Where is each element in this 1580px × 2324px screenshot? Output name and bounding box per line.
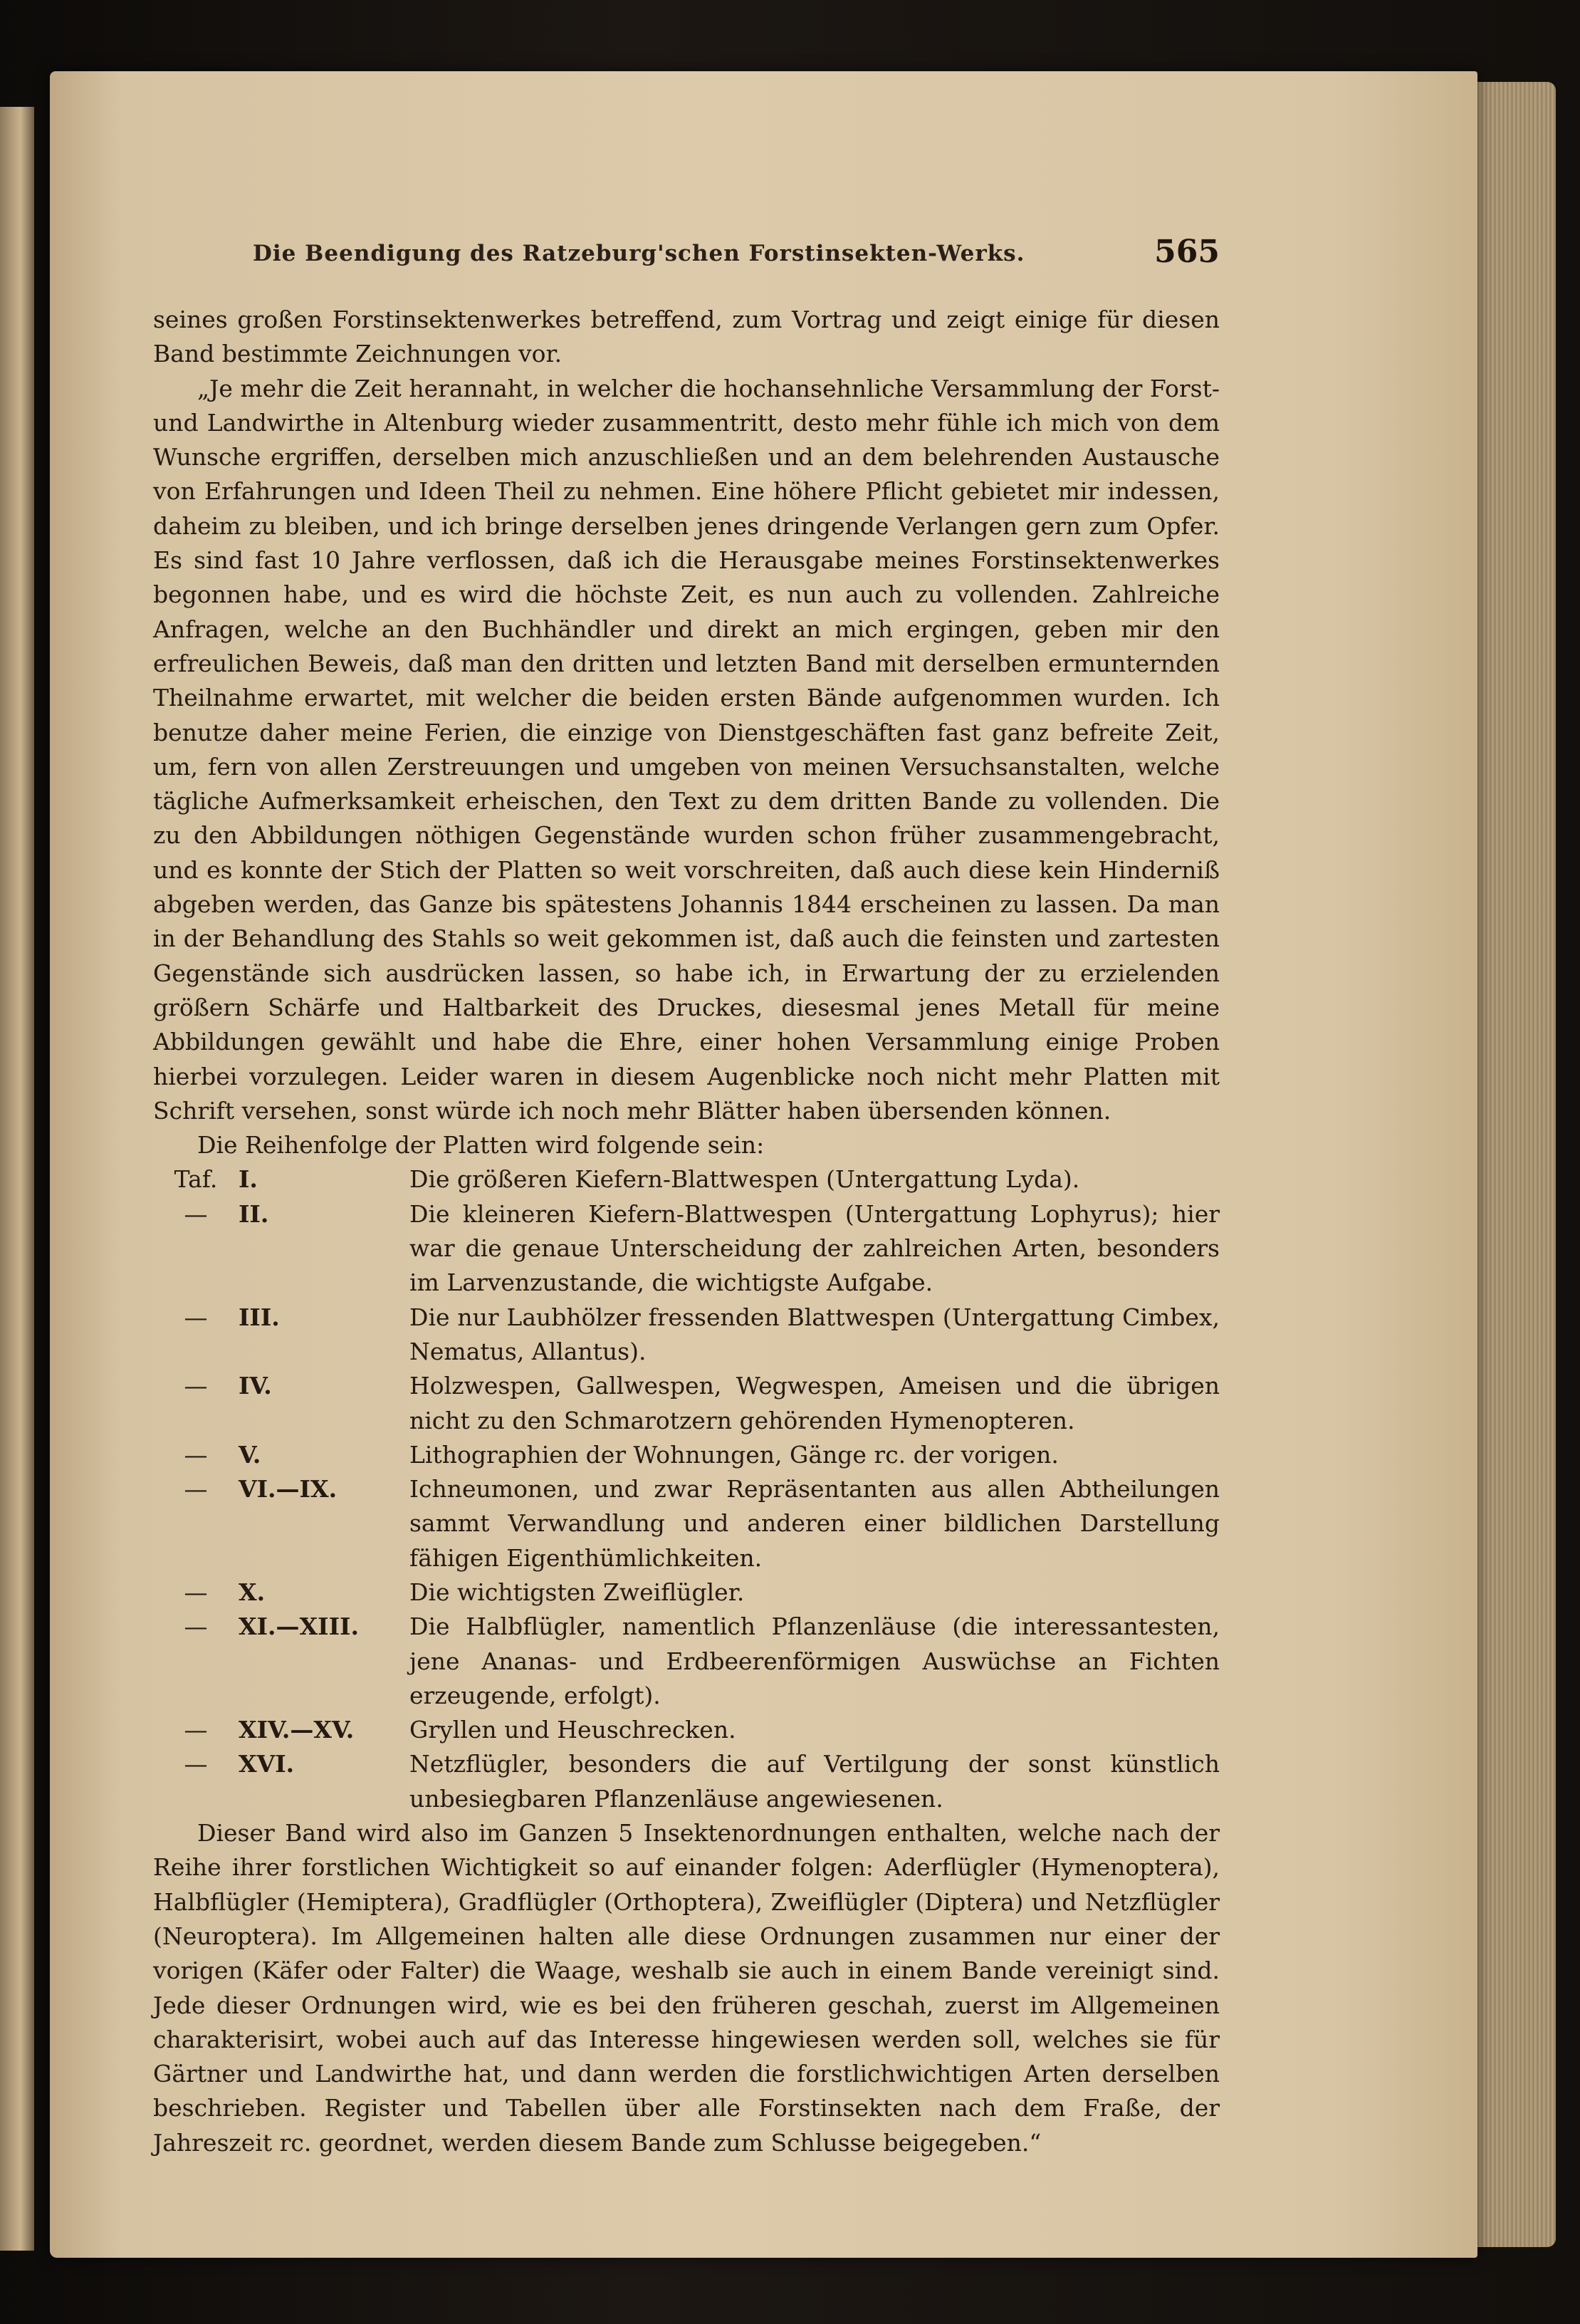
paragraph-plates-intro: Die Reihenfolge der Platten wird folgende sein: [197, 1131, 765, 1160]
page-number: 565 [1154, 234, 1220, 270]
paragraph-continuation: seines großen Forstinsektenwerkes betreffend, zum Vortrag und zeigt einige für diesen Band bestimmte Zeichnungen vor. [153, 306, 1220, 368]
plate-item [153, 1369, 1220, 1438]
paragraph-summary: Dieser Band wird also im Ganzen 5 Insektenordnungen enthalten, welche nach der Reihe ihrer forstlichen Wichtigkeit so auf einander folgen: Aderflügler (Hymenoptera), Halbflügler (Hemiptera), Gradflügler (Orthoptera), Zweiflügler (Diptera) und Netzflügler (Neuroptera). Im Allgemeinen halten alle diese Ordnungen zusammen nur einer der vorigen (Käfer oder Falter) die Waage, weshalb sie auch in einem Bande vereinigt sind. Jede dieser Ordnungen wird, wie es bei den früheren geschah, zuerst im Allgemeinen charakterisirt, wobei auch auf das Interesse hingewiesen werden soll, welches sie für Gärtner und Landwirthe hat, und dann werden die forstlichwichtigen Arten derselben beschrieben. Register und Tabellen über alle Forstinsekten nach dem Fraße, der Jahreszeit rc. geordnet, werden diesem Bande zum Schlusse beigegeben.“ [153, 1819, 1220, 2157]
plate-prefix: — [184, 1372, 208, 1400]
plates-list [153, 1162, 1220, 1816]
plate-item [153, 1197, 1220, 1301]
plate-item [153, 1747, 1220, 1816]
plate-prefix: — [184, 1475, 208, 1504]
plate-description: Die wichtigsten Zweiflügler. [409, 1578, 745, 1606]
plate-prefix: — [184, 1612, 208, 1641]
plate-number: I. [239, 1165, 258, 1194]
plate-number: II. [239, 1199, 269, 1228]
plate-number: XIV.—XV. [239, 1716, 355, 1744]
plate-description: Die nur Laubhölzer fressenden Blattwespen (Untergattung Cimbex, Nematus, Allantus). [409, 1303, 1220, 1365]
plate-description: Die kleineren Kiefern-Blattwespen (Untergattung Lophyrus); hier war die genaue Unterscheidung der zahlreichen Arten, besonders im Larvenzustande, die wichtigste Aufgabe. [409, 1199, 1220, 1297]
plate-description: Holzwespen, Gallwespen, Wegwespen, Ameisen und die übrigen nicht zu den Schmarotzern gehörenden Hymenopteren. [409, 1372, 1220, 1434]
plate-prefix: — [184, 1578, 208, 1606]
plate-prefix: Taf. [174, 1165, 218, 1194]
plate-item [153, 1610, 1220, 1713]
page-body [153, 303, 1220, 2160]
plate-item [153, 1575, 1220, 1610]
plate-description: Ichneumonen, und zwar Repräsentanten aus allen Abtheilungen sammt Verwandlung und anderen einer bildlichen Darstellung fähigen Eigenthümlichkeiten. [409, 1475, 1220, 1572]
page-header [153, 234, 1220, 276]
plate-number: V. [239, 1440, 261, 1469]
left-page-edge [0, 107, 34, 2251]
plate-description: Gryllen und Heuschrecken. [409, 1716, 736, 1744]
plate-description: Lithographien der Wohnungen, Gänge rc. der vorigen. [409, 1440, 1059, 1469]
plate-number: VI.—IX. [239, 1475, 338, 1504]
plate-description: Die größeren Kiefern-Blattwespen (Untergattung Lyda). [409, 1165, 1080, 1194]
plate-item [153, 1438, 1220, 1472]
running-head: Die Beendigung des Ratzeburg'schen Forstinsekten-Werks. [253, 241, 1025, 266]
plate-description: Netzflügler, besonders die auf Vertilgung der sonst künstlich unbesiegbaren Pflanzenläuse angewiesenen. [409, 1750, 1220, 1813]
plate-number: III. [239, 1303, 280, 1331]
plate-prefix: — [184, 1440, 208, 1469]
plate-item [153, 1472, 1220, 1575]
plate-description: Die Halbflügler, namentlich Pflanzenläuse (die interessantesten, jene Ananas- und Erdbeerenförmigen Auswüchse an Fichten erzeugende, erfolgt). [409, 1612, 1220, 1709]
paragraph-quote: „Je mehr die Zeit herannaht, in welcher die hochansehnliche Versammlung der Forst- und Landwirthe in Altenburg wieder zusammentritt, desto mehr fühle ich mich von dem Wunsche ergriffen, derselben mich anzuschließen und an dem belehrenden Austausche von Erfahrungen und Ideen Theil zu nehmen. Eine höhere Pflicht gebietet mir indessen, daheim zu bleiben, und ich bringe derselben jenes dringende Verlangen gern zum Opfer. Es sind fast 10 Jahre verflossen, daß ich die Herausgabe meines Forstinsektenwerkes begonnen habe, und es wird die höchste Zeit, es nun auch zu vollenden. Zahlreiche Anfragen, welche an den Buchhändler und direkt an mich ergingen, geben mir den erfreulichen Beweis, daß man den dritten und letzten Band mit derselben ermunternden Theilnahme erwartet, mit welcher die beiden ersten Bände aufgenommen wurden. Ich benutze daher meine Ferien, die einzige von Dienstgeschäften fast ganz befreite Zeit, um, fern von allen Zerstreuungen und umgeben von meinen Versuchsanstalten, welche tägliche Aufmerksamkeit erheischen, den Text zu dem dritten Bande zu vollenden. Die zu den Abbildungen nöthigen Gegenstände wurden schon früher zusammengebracht, und es konnte der Stich der Platten so weit vorschreiten, daß auch diese kein Hinderniß abgeben werden, das Ganze bis spätestens Johannis 1844 erscheinen zu lassen. Da man in der Behandlung des Stahls so weit gekommen ist, daß auch die feinsten und zartesten Gegenstände sich ausdrücken lassen, so habe ich, in Erwartung der zu erzielenden größern Schärfe und Haltbarkeit des Druckes, diesesmal jenes Metall für meine Abbildungen gewählt und habe die Ehre, einer hohen Versammlung einige Proben hierbei vorzulegen. Leider waren in diesem Augenblicke noch nicht mehr Platten mit Schrift versehen, sonst würde ich noch mehr Blätter haben übersenden können. [153, 374, 1220, 1125]
plate-number: IV. [239, 1372, 272, 1400]
plate-prefix: — [184, 1716, 208, 1744]
page-block-edges [1477, 82, 1556, 2247]
plate-prefix: — [184, 1199, 208, 1228]
plate-prefix: — [184, 1303, 208, 1331]
plate-number: XVI. [239, 1750, 295, 1778]
plate-number: XI.—XIII. [239, 1612, 359, 1641]
plate-number: X. [239, 1578, 266, 1606]
plate-prefix: — [184, 1750, 208, 1778]
plate-item [153, 1713, 1220, 1747]
plate-item [153, 1162, 1220, 1197]
plate-item [153, 1301, 1220, 1370]
